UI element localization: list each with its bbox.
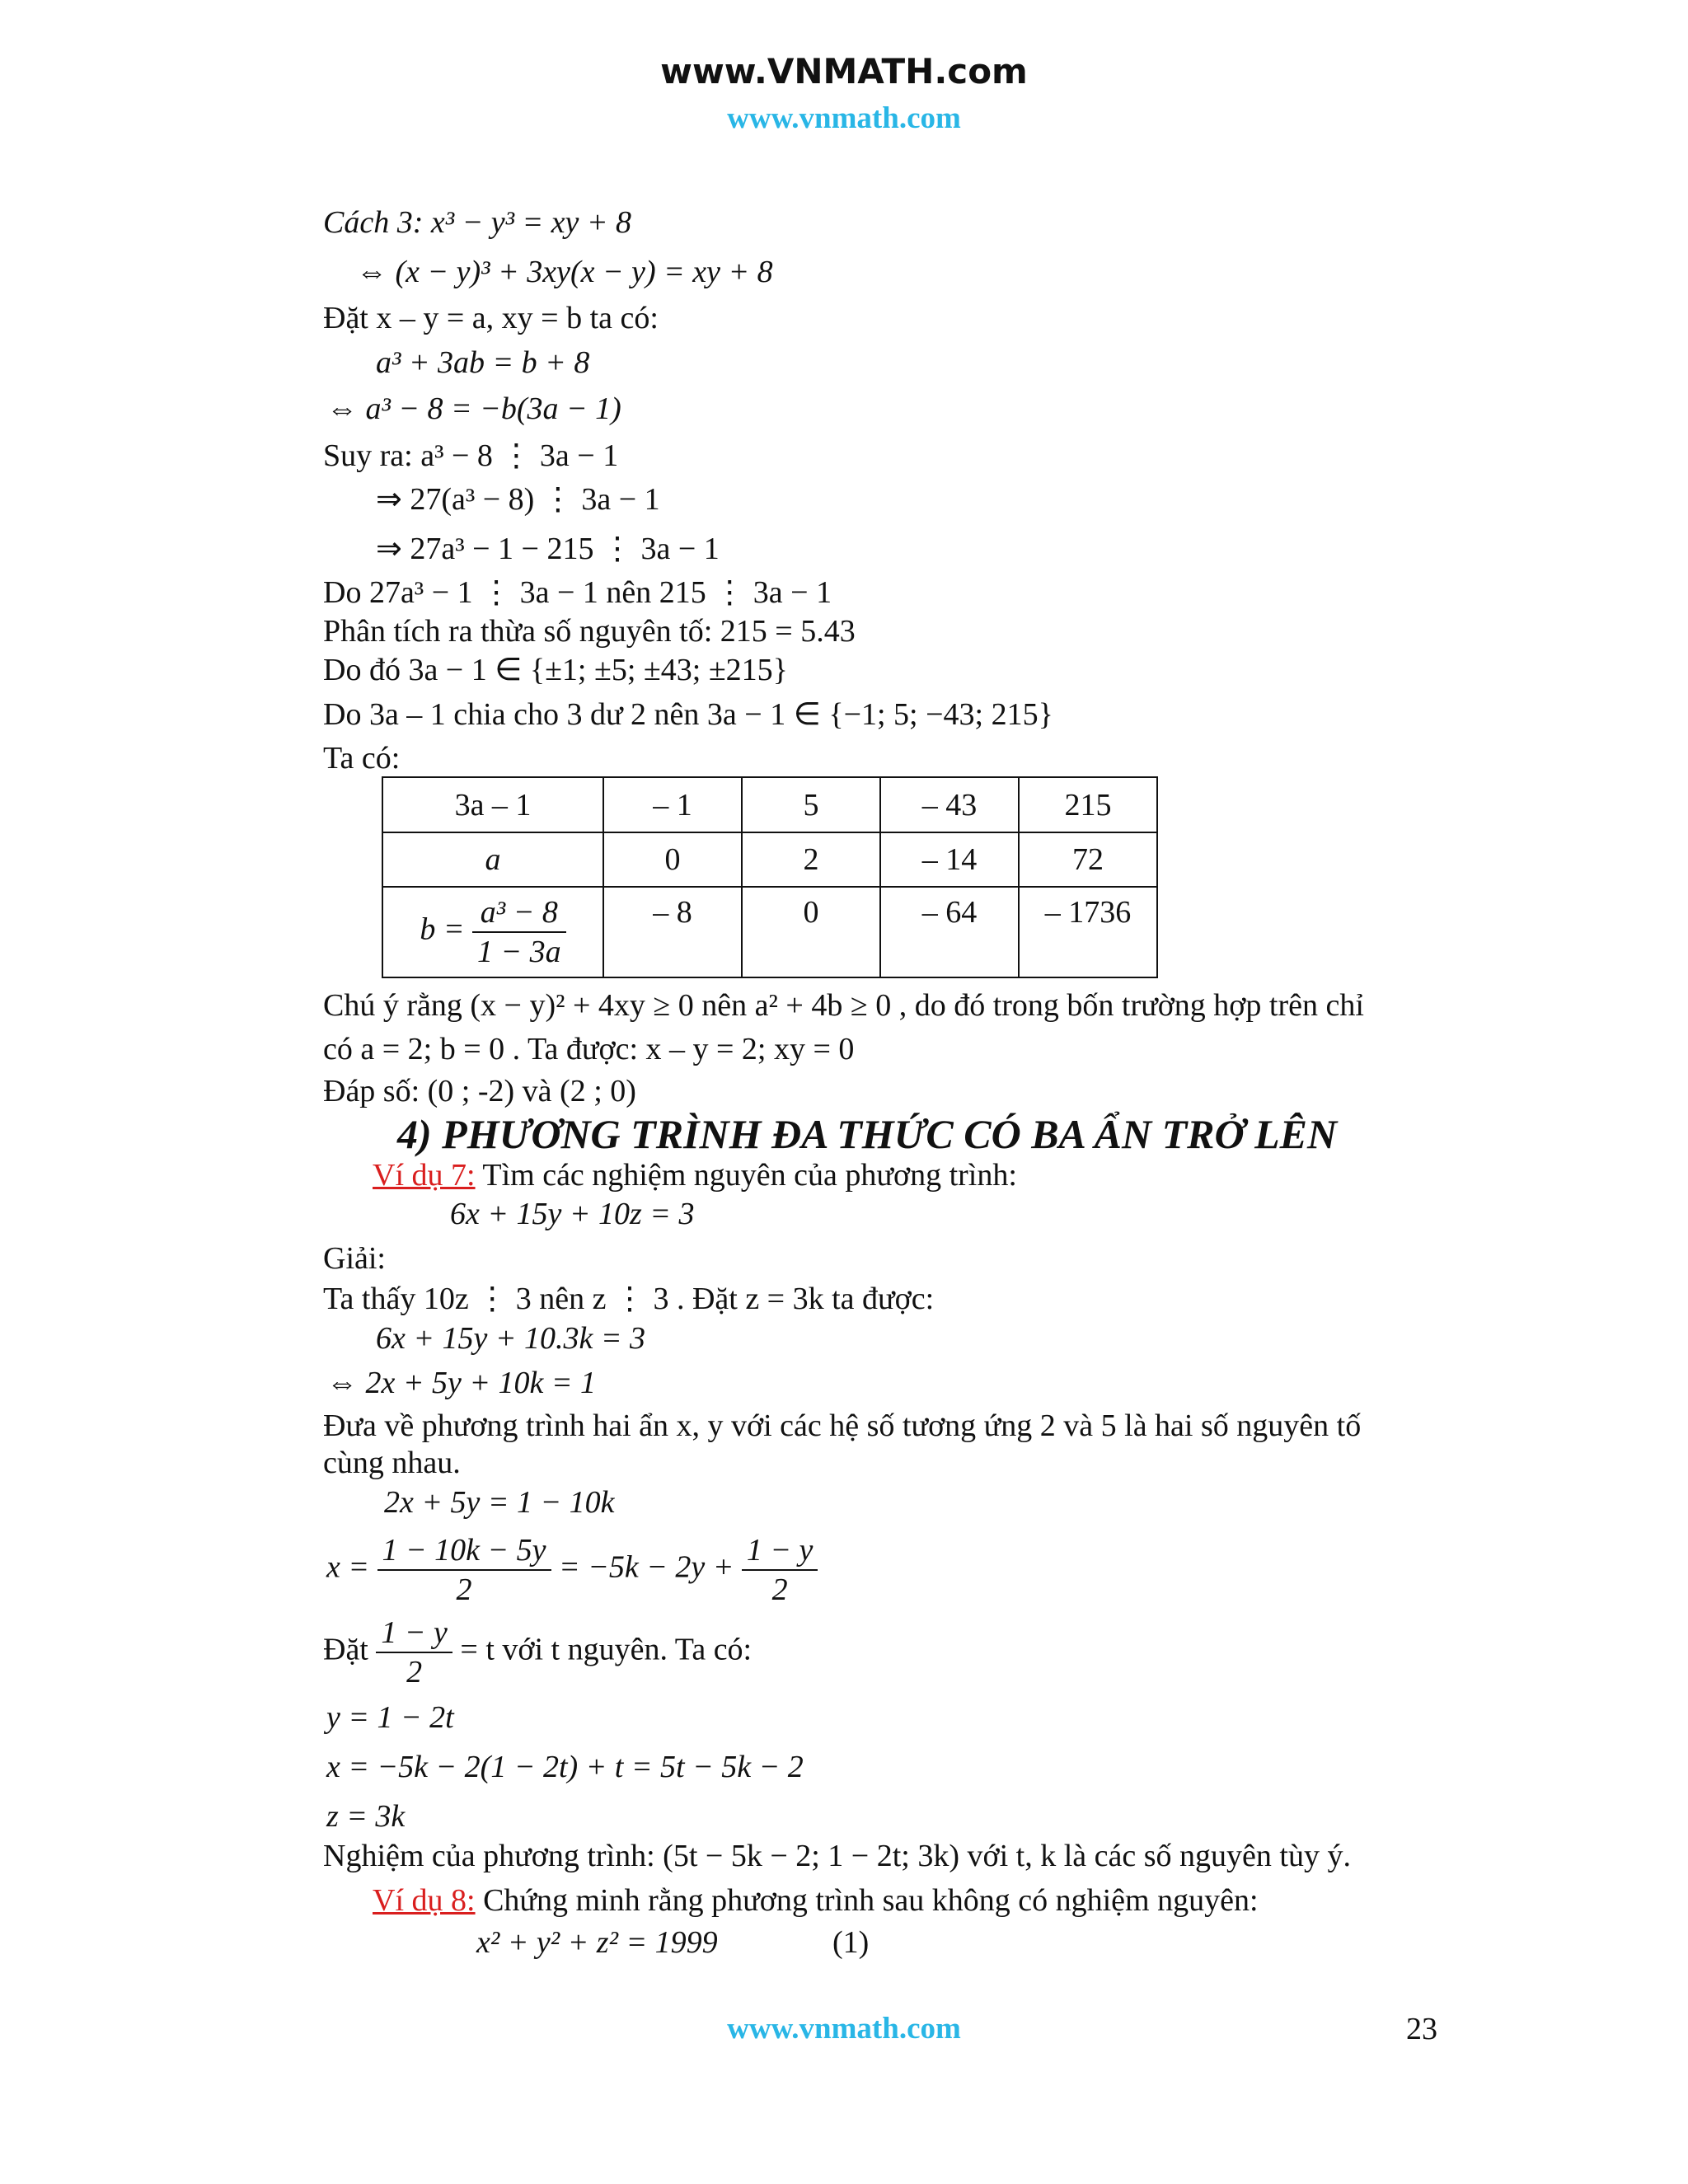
deduction-4: Do 27a³ − 1 ⋮ 3a − 1 nên 215 ⋮ 3a − 1 [323, 575, 832, 610]
reduction-text: Đưa về phương trình hai ẩn x, y với các hệ số tương ứng 2 và 5 là hai số nguyên tố [323, 1408, 1362, 1443]
x-solution: x = −5k − 2(1 − 2t) + t = 5t − 5k − 2 [326, 1750, 804, 1784]
method3-expanded: ⇔ (x − y)³ + 3xy(x − y) = xy + 8 [356, 255, 773, 289]
equation-tag: (1) [832, 1925, 870, 1960]
table-intro: Ta có: [323, 741, 401, 776]
example-8-heading [373, 1882, 1259, 1919]
solution-label: Giải: [323, 1241, 386, 1276]
equation-k-2: ⇔ 2x + 5y + 10k = 1 [326, 1366, 597, 1400]
x-fraction-1 [377, 1531, 551, 1609]
x-fraction-2 [742, 1531, 818, 1609]
example-8-label: Ví dụ 8: [373, 1883, 476, 1918]
b-denominator: 1 − 3a [477, 935, 561, 969]
row-header-b [382, 887, 603, 977]
table-cell: – 64 [880, 887, 1019, 977]
footer-url[interactable]: www.vnmath.com [727, 2012, 961, 2046]
y-solution: y = 1 − 2t [326, 1700, 454, 1735]
x-lhs: x = [326, 1549, 370, 1585]
example-7-text: Tìm các nghiệm nguyên của phương trình: [475, 1158, 1017, 1193]
table-cell: 0 [742, 887, 880, 977]
cases-table [382, 776, 1158, 978]
table-cell: 5 [742, 777, 880, 832]
equation-k-1: 6x + 15y + 10.3k = 3 [376, 1321, 646, 1356]
x-middle: = −5k − 2y + [559, 1549, 734, 1585]
solution-summary: Nghiệm của phương trình: (5t − 5k − 2; 1 − 2t; 3k) với t, k là các số nguyên tùy ý. [323, 1839, 1351, 1873]
t-numerator: 1 − y [376, 1614, 452, 1653]
header-url[interactable]: www.vnmath.com [727, 101, 961, 135]
row-header-3a-1: 3a – 1 [382, 777, 603, 832]
b-fraction [472, 893, 566, 971]
table-cell: 72 [1019, 832, 1157, 887]
x-expression [326, 1531, 818, 1609]
equation-ab: a³ + 3ab = b + 8 [376, 345, 590, 380]
b-label: b = [420, 912, 465, 947]
observation-text: Ta thấy 10z ⋮ 3 nên z ⋮ 3 . Đặt z = 3k ta được: [323, 1282, 935, 1316]
example-7-equation: 6x + 15y + 10z = 3 [450, 1197, 695, 1231]
x-denominator-1: 2 [456, 1572, 472, 1607]
table-cell: – 14 [880, 832, 1019, 887]
t-prefix: Đặt [323, 1632, 368, 1667]
z-solution: z = 3k [326, 1799, 406, 1834]
equation-ab-equivalent: ⇔ a³ − 8 = −b(3a − 1) [326, 391, 621, 426]
note-conclusion: có a = 2; b = 0 . Ta được: x – y = 2; xy = 0 [323, 1032, 855, 1066]
reduction-text-cont: cùng nhau. [323, 1446, 461, 1480]
example-7-label: Ví dụ 7: [373, 1158, 476, 1193]
answer-text: Đáp số: (0 ; -2) và (2 ; 0) [323, 1074, 636, 1108]
b-numerator: a³ − 8 [472, 893, 566, 933]
t-suffix: = t với t nguyên. Ta có: [460, 1632, 753, 1667]
table-cell: 2 [742, 832, 880, 887]
example-8-text: Chứng minh rằng phương trình sau không có nghiệm nguyên: [475, 1883, 1259, 1918]
site-logo: www.VNMATH.com [660, 51, 1028, 91]
deduction-2: ⇒ 27(a³ − 8) ⋮ 3a − 1 [376, 482, 660, 517]
table-cell: – 43 [880, 777, 1019, 832]
x-denominator-2: 2 [771, 1572, 788, 1607]
example-8-equation: x² + y² + z² = 1999 [476, 1925, 718, 1960]
section-title: 4) PHƯƠNG TRÌNH ĐA THỨC CÓ BA ẨN TRỞ LÊN [397, 1111, 1338, 1157]
t-denominator: 2 [406, 1655, 423, 1690]
t-fraction [376, 1614, 452, 1691]
equation-two-var: 2x + 5y = 1 − 10k [384, 1485, 615, 1520]
page-number: 23 [1406, 2012, 1437, 2046]
remainder-set: Do 3a – 1 chia cho 3 dư 2 nên 3a − 1 ∈ {−1; 5; −43; 215} [323, 697, 1053, 732]
table-cell: 0 [603, 832, 742, 887]
example-7-heading [373, 1157, 1017, 1193]
table-cell: – 8 [603, 887, 742, 977]
table-cell: – 1 [603, 777, 742, 832]
table-cell: – 1736 [1019, 887, 1157, 977]
x-numerator-2: 1 − y [742, 1531, 818, 1571]
row-header-a: a [382, 832, 603, 887]
note-text: Chú ý rằng (x − y)² + 4xy ≥ 0 nên a² + 4b ≥ 0 , do đó trong bốn trường hợp trên chỉ [323, 988, 1364, 1023]
t-substitution [323, 1614, 752, 1691]
substitution-text: Đặt x – y = a, xy = b ta có: [323, 301, 659, 335]
x-numerator-1: 1 − 10k − 5y [377, 1531, 551, 1571]
table-cell: 215 [1019, 777, 1157, 832]
divisor-set: Do đó 3a − 1 ∈ {±1; ±5; ±43; ±215} [323, 653, 788, 687]
factorization-text: Phân tích ra thừa số nguyên tố: 215 = 5.43 [323, 614, 856, 649]
method3-equation: Cách 3: x³ − y³ = xy + 8 [323, 205, 632, 240]
deduction-1: Suy ra: a³ − 8 ⋮ 3a − 1 [323, 438, 619, 473]
deduction-3: ⇒ 27a³ − 1 − 215 ⋮ 3a − 1 [376, 532, 720, 566]
